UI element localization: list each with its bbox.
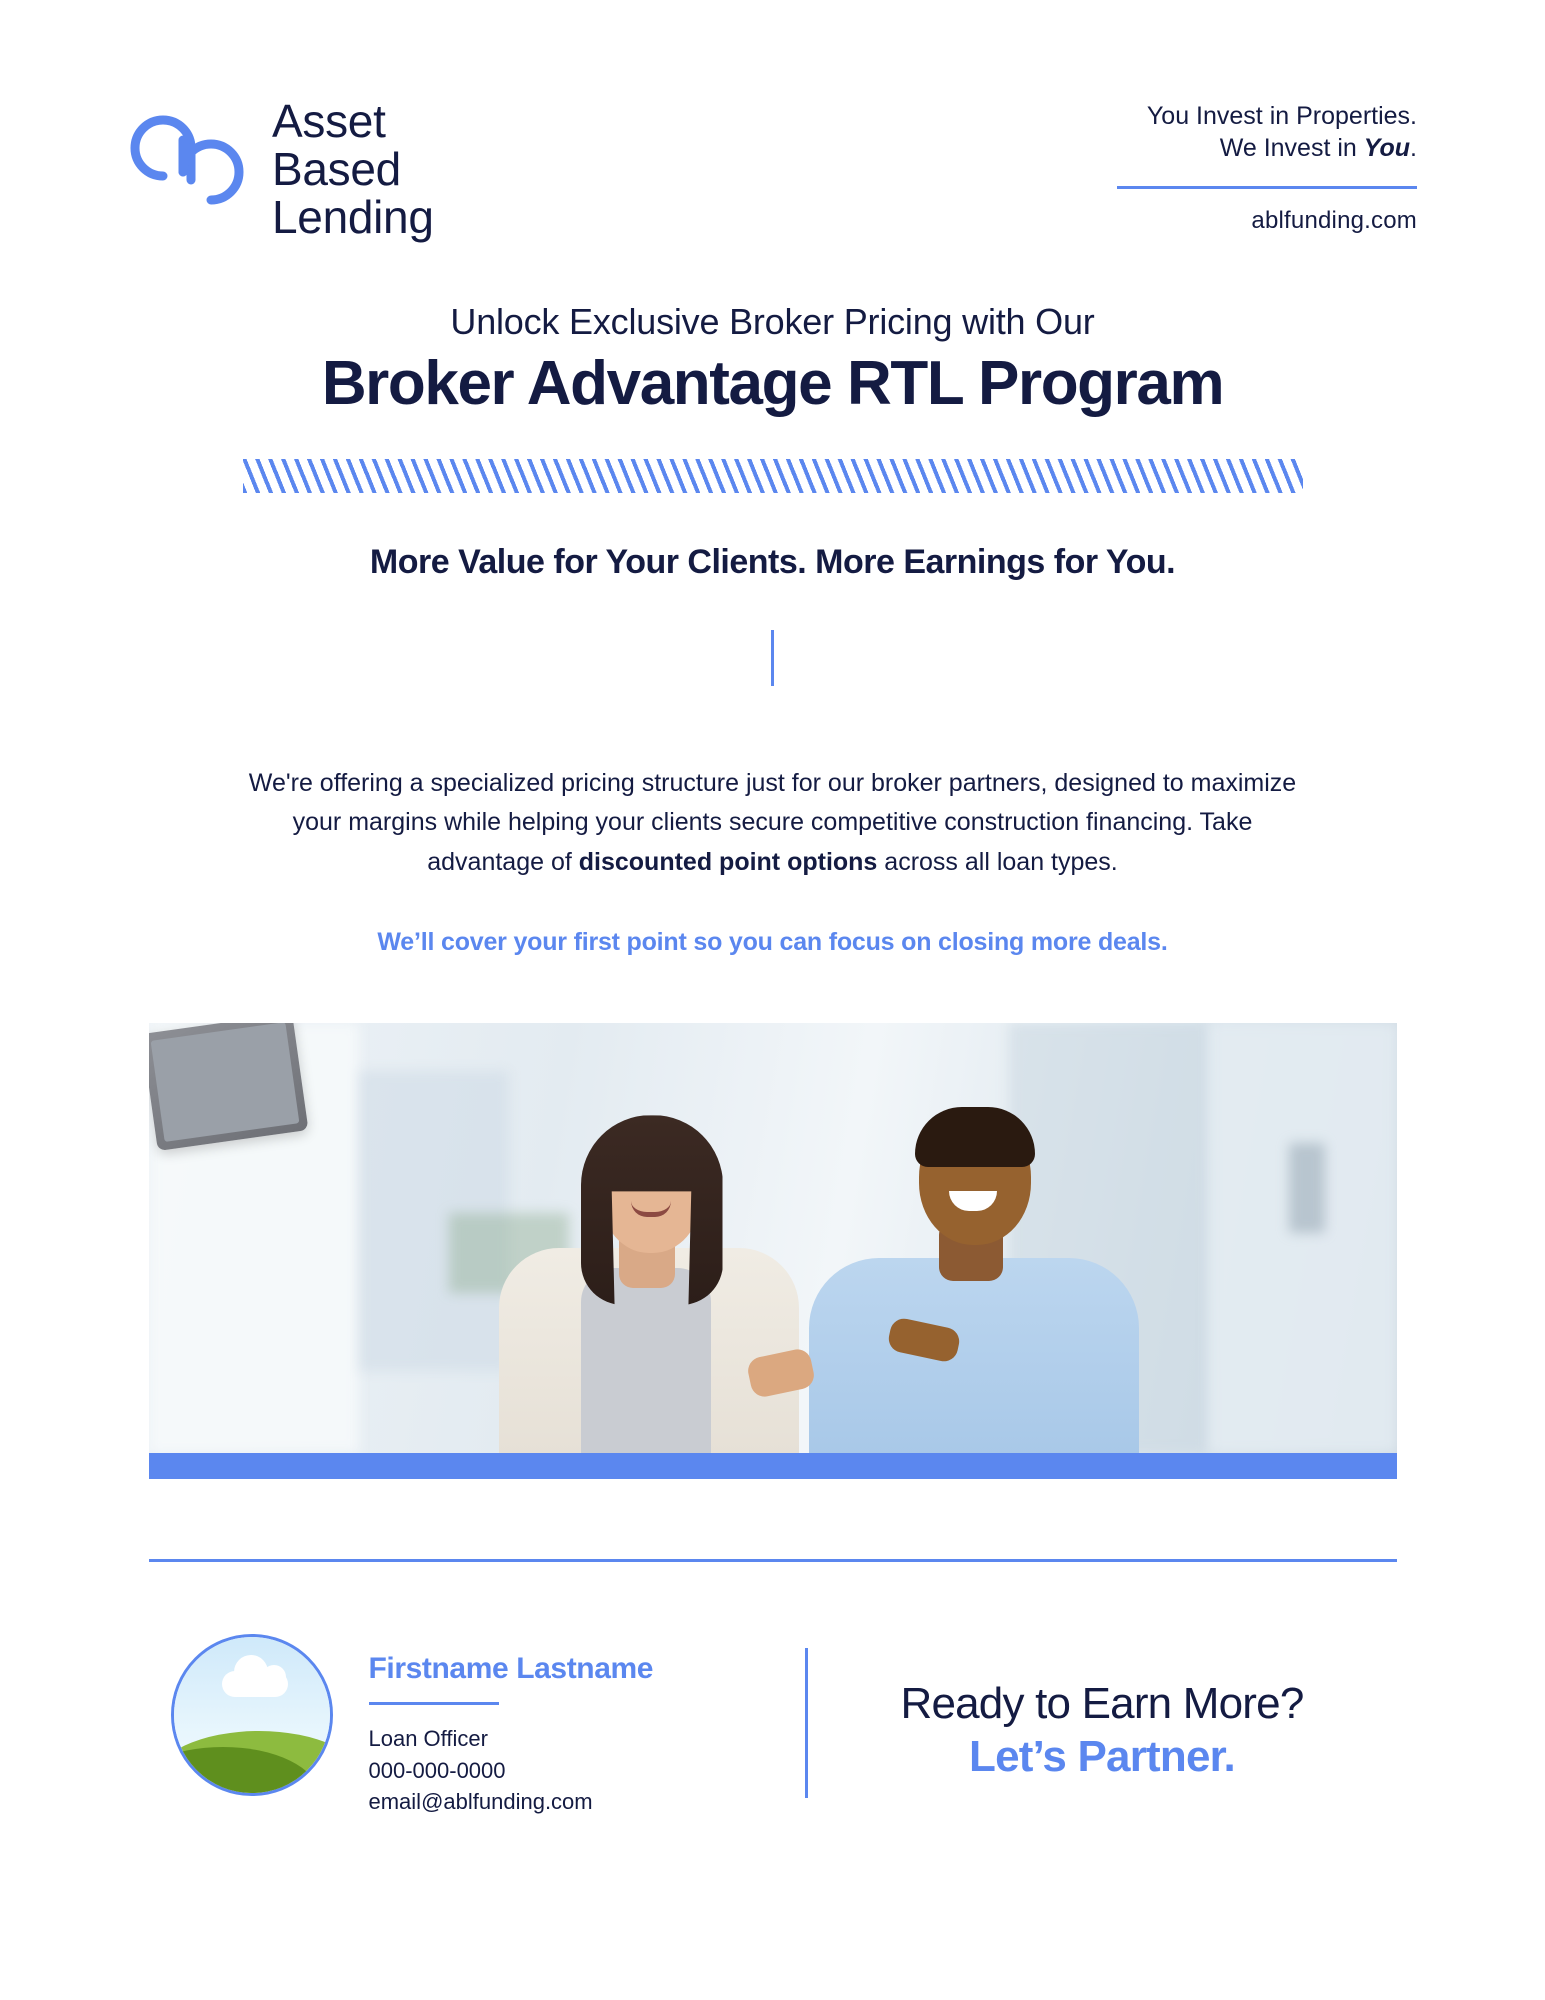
tagline-line-2 — [1117, 132, 1417, 164]
tagline — [1117, 100, 1417, 164]
contact-name-underline — [369, 1702, 499, 1705]
subheading: More Value for Your Clients. More Earnings for You. — [369, 542, 1176, 581]
photo-wall-panel — [1289, 1143, 1325, 1233]
page-footer — [149, 1634, 1397, 1817]
brand-name-line-3: Lending — [272, 190, 434, 243]
page-header — [0, 0, 1545, 241]
tagline-emphasis: You — [1363, 134, 1411, 162]
photo-scene — [149, 1023, 1397, 1453]
footer-divider — [149, 1559, 1397, 1562]
page-title: Broker Advantage RTL Program — [321, 349, 1224, 419]
contact-phone[interactable]: 000-000-0000 — [368, 1757, 506, 1783]
body-part-1: We're offering a specialized pricing structure just for our broker partners, designed to maximize your margins while helping your clients secure competitive construction financing. Take advantage of — [248, 768, 1297, 876]
tagline-line-1: You Invest in Properties. — [1146, 102, 1417, 130]
interlocking-loops-logo-icon — [128, 96, 246, 224]
brand-lockup — [128, 88, 434, 241]
body-emphasis: discounted point options — [578, 847, 878, 876]
contact-name: Firstname Lastname — [368, 1652, 654, 1686]
tablet-device — [149, 1023, 308, 1151]
cta-action: Let’s Partner. — [969, 1731, 1235, 1781]
header-divider — [1117, 186, 1417, 189]
hero-photo — [149, 1023, 1397, 1453]
tagline-line-2-suffix: . — [1410, 134, 1417, 162]
photo-panel-door — [1209, 1023, 1397, 1453]
contact-email[interactable]: email@ablfunding.com — [368, 1788, 593, 1814]
man-shirt — [809, 1258, 1139, 1453]
brand-name — [272, 88, 434, 241]
website-link[interactable]: ablfunding.com — [1251, 207, 1417, 234]
contact-block — [369, 1634, 789, 1817]
landscape-placeholder-avatar-icon — [171, 1634, 333, 1796]
cta-block — [808, 1634, 1397, 1782]
tagline-line-2-prefix: We Invest in — [1219, 134, 1364, 162]
contact-title: Loan Officer — [368, 1726, 488, 1752]
title-block — [0, 301, 1545, 418]
man-hair — [915, 1107, 1035, 1167]
photo-accent-bar — [149, 1453, 1397, 1479]
body-paragraph — [243, 764, 1303, 883]
brand-name-line-1: Asset — [272, 95, 386, 147]
eyebrow-text: Unlock Exclusive Broker Pricing with Our — [450, 301, 1095, 343]
header-right-block — [1117, 88, 1417, 235]
cloud-icon — [222, 1671, 288, 1697]
brand-name-line-2: Based — [272, 142, 401, 195]
hatched-divider — [243, 459, 1303, 493]
highlight-line: We’ll cover your first point so you can focus on closing more deals. — [377, 928, 1168, 957]
tablet-screen — [150, 1023, 299, 1142]
photo-block — [149, 1023, 1397, 1479]
cta-question: Ready to Earn More? — [900, 1679, 1304, 1729]
vertical-tick-divider — [771, 630, 774, 686]
body-part-2: across all loan types. — [877, 847, 1118, 876]
